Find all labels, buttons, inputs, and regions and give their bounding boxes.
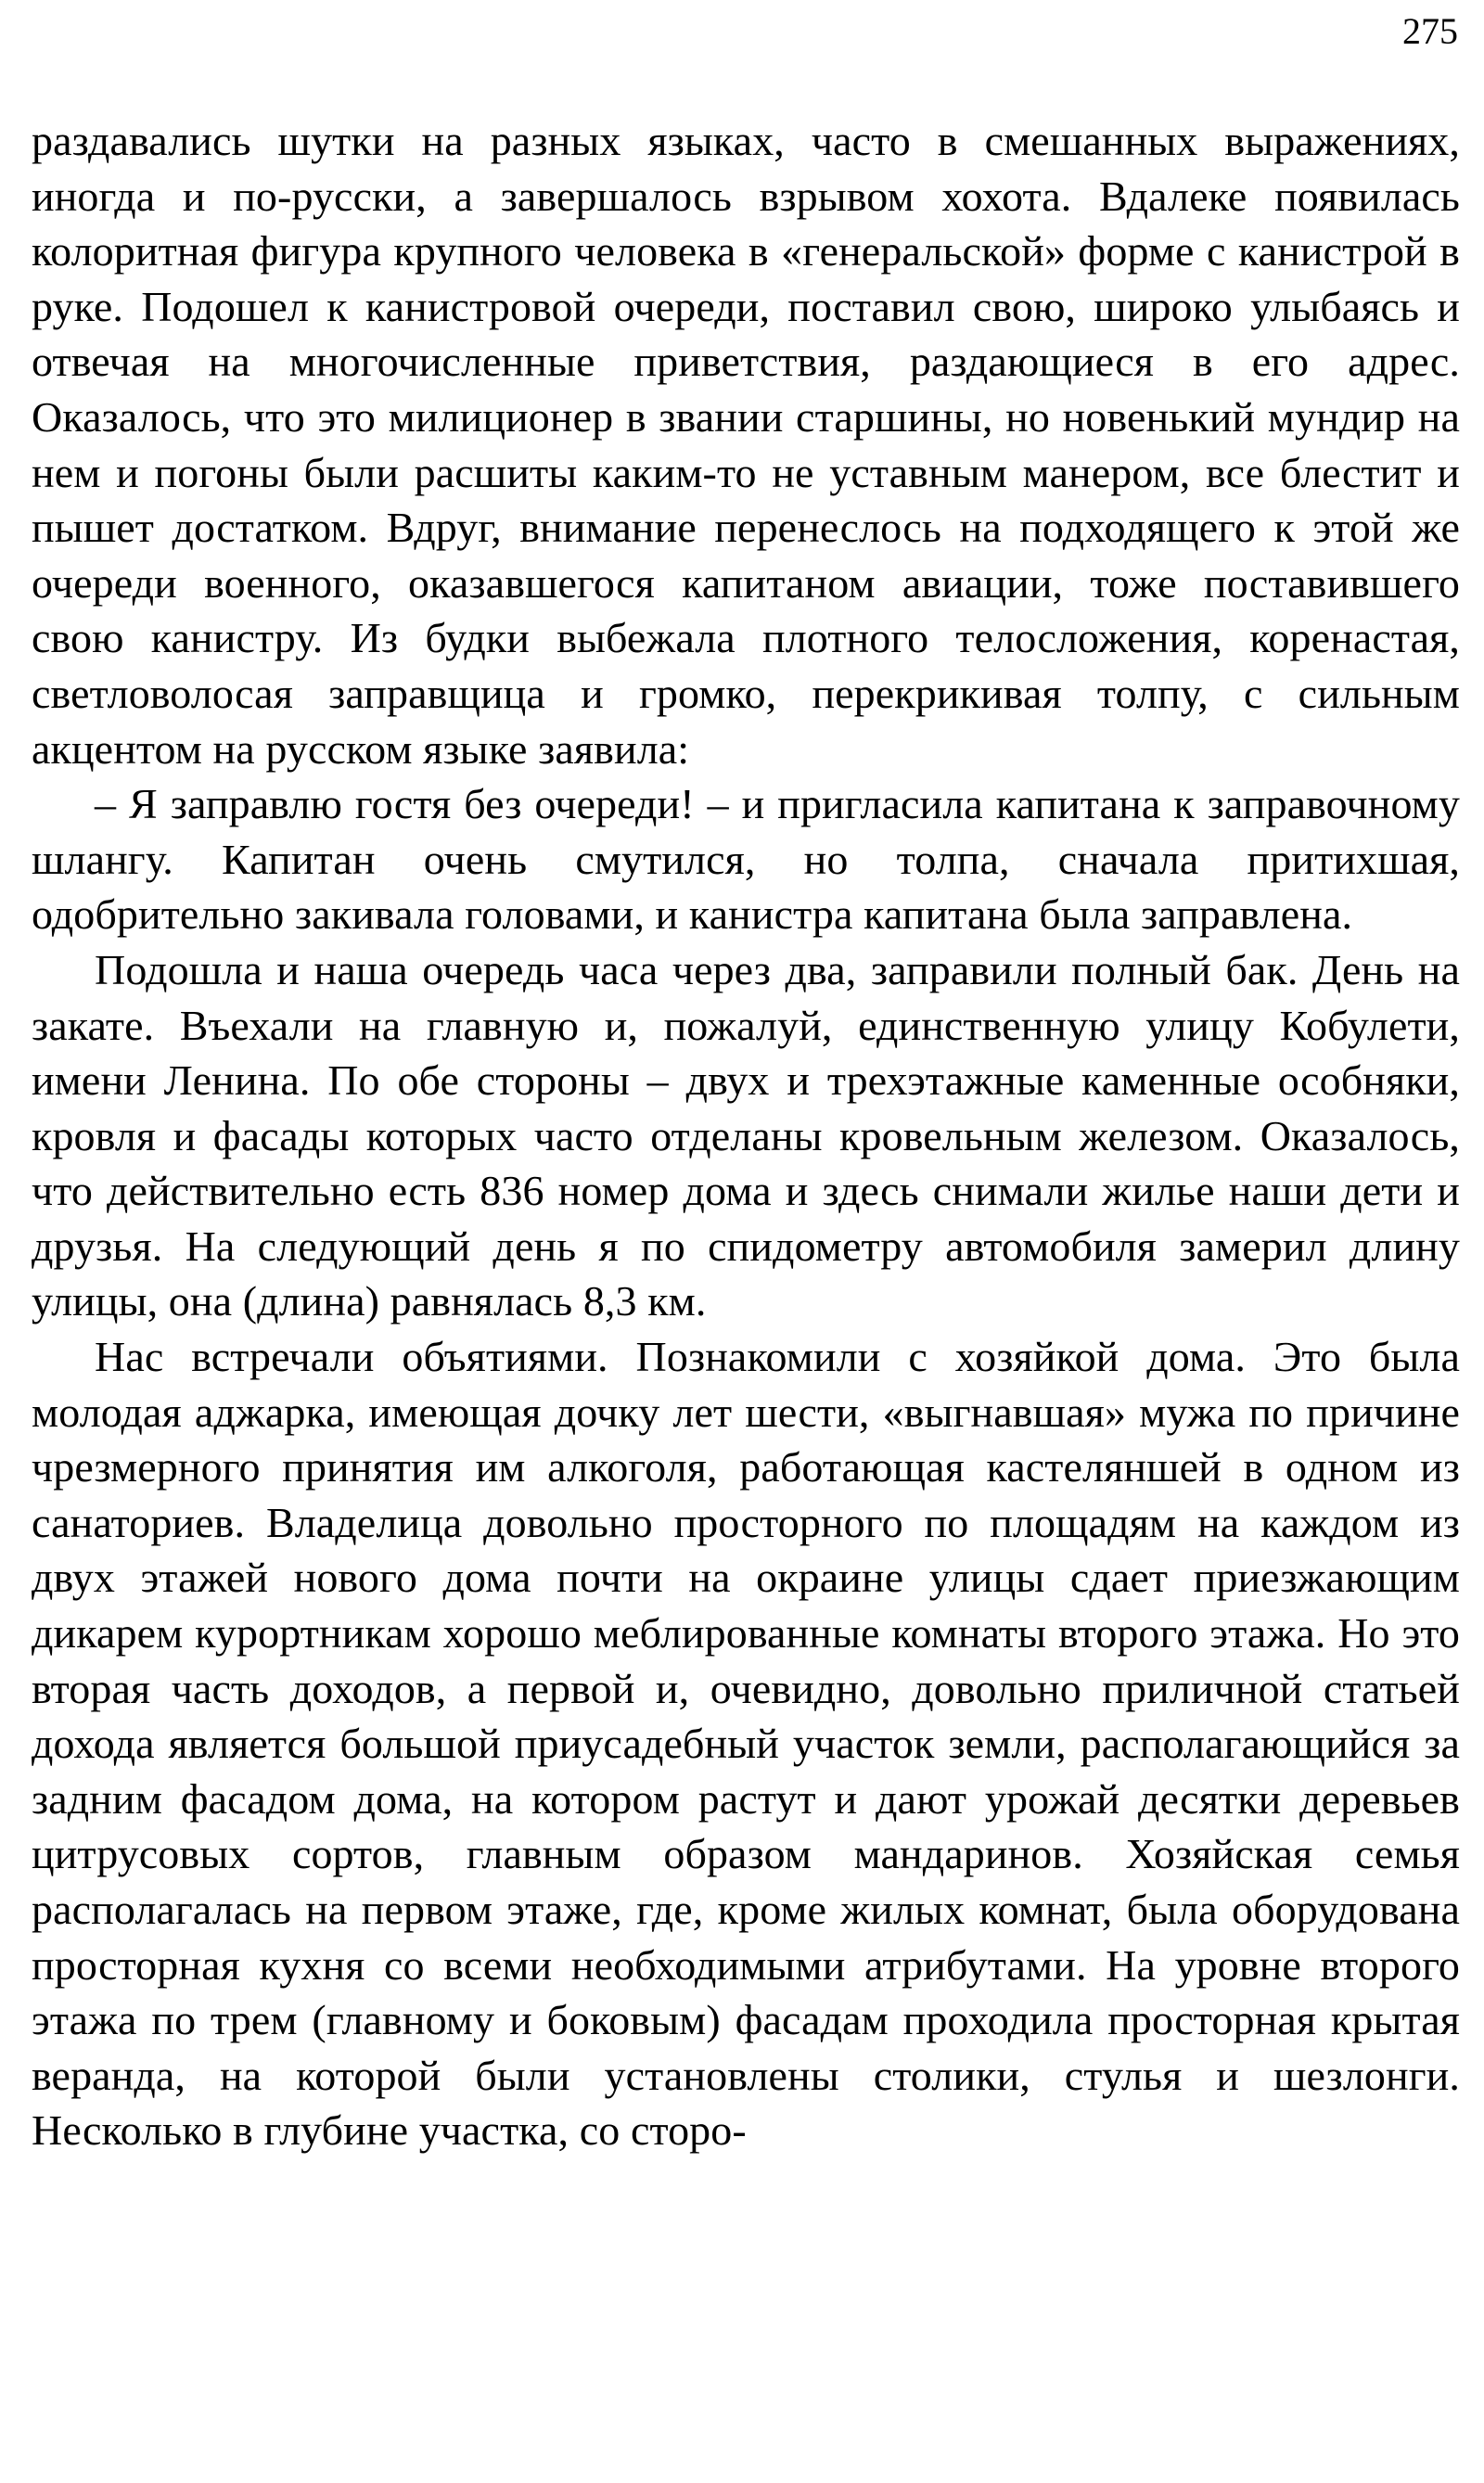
- page-number: 275: [1402, 10, 1458, 52]
- paragraph-4: Нас встречали объятиями. Познакомили с хозяйкой дома. Это была молодая аджарка, имеющая дочку лет шести, «выгнавшая» мужа по причине чрезмерного принятия им алкоголя, работающая кастеляншей в одном из санаториев. Владелица довольно просторного по площадям на каждом из двух этажей нового дома почти на окраине улицы сдает приезжающим дикарем курортникам хорошо меблированные комнаты второго этажа. Но это вторая часть доходов, а первой и, очевидно, довольно приличной статьей дохода является большой приусадебный участок земли, располагающийся за задним фасадом дома, на котором растут и дают урожай десятки деревьев цитрусовых сортов, главным образом мандаринов. Хозяйская семья располагалась на первом этаже, где, кроме жилых комнат, была оборудована просторная кухня со всеми необходимыми атрибутами. На уровне второго этажа по трем (главному и боковым) фасадам проходила просторная крытая веранда, на которой были установлены столики, стулья и шезлонги. Несколько в глубине участка, со сторо-: [32, 1333, 1460, 2155]
- paragraph-3: Подошла и наша очередь часа через два, заправили полный бак. День на закате. Въехали на главную и, пожалуй, единственную улицу Кобулети, имени Ленина. По обе стороны – двух и трехэтажные каменные особняки, кровля и фасады которых часто отделаны кровельным железом. Оказалось, что действительно есть 836 номер дома и здесь снимали жилье наши дети и друзья. На следующий день я по спидометру автомобиля замерил длину улицы, она (длина) равнялась 8,3 км.: [32, 945, 1460, 1325]
- paragraph-2: – Я заправлю гостя без очереди! – и пригласила капитана к заправочному шлангу. Капитан очень смутился, но толпа, сначала притихшая, одобрительно закивала головами, и канистра капитана была заправлена.: [32, 780, 1460, 939]
- paragraph-1: раздавались шутки на разных языках, часто в смешанных выражениях, иногда и по-русски, а завершалось взрывом хохота. Вдалеке появилась колоритная фигура крупного человека в «генеральской» форме с канистрой в руке. Подошел к канистровой очереди, поставил свою, широко улыбаясь и отвечая на многочисленные приветствия, раздающиеся в его адрес. Оказалось, что это милиционер в звании старшины, но новенький мундир на нем и погоны были расшиты каким-то не уставным манером, все блестит и пышет достатком. Вдруг, внимание перенеслось на подходящего к этой же очереди военного, оказавшегося капитаном авиации, тоже поставившего свою канистру. Из будки выбежала плотного телосложения, коренастая, светловолосая заправщица и громко, перекрикивая толпу, с сильным акцентом на русском языке заявила:: [32, 117, 1460, 773]
- body-text: [32, 113, 1460, 2158]
